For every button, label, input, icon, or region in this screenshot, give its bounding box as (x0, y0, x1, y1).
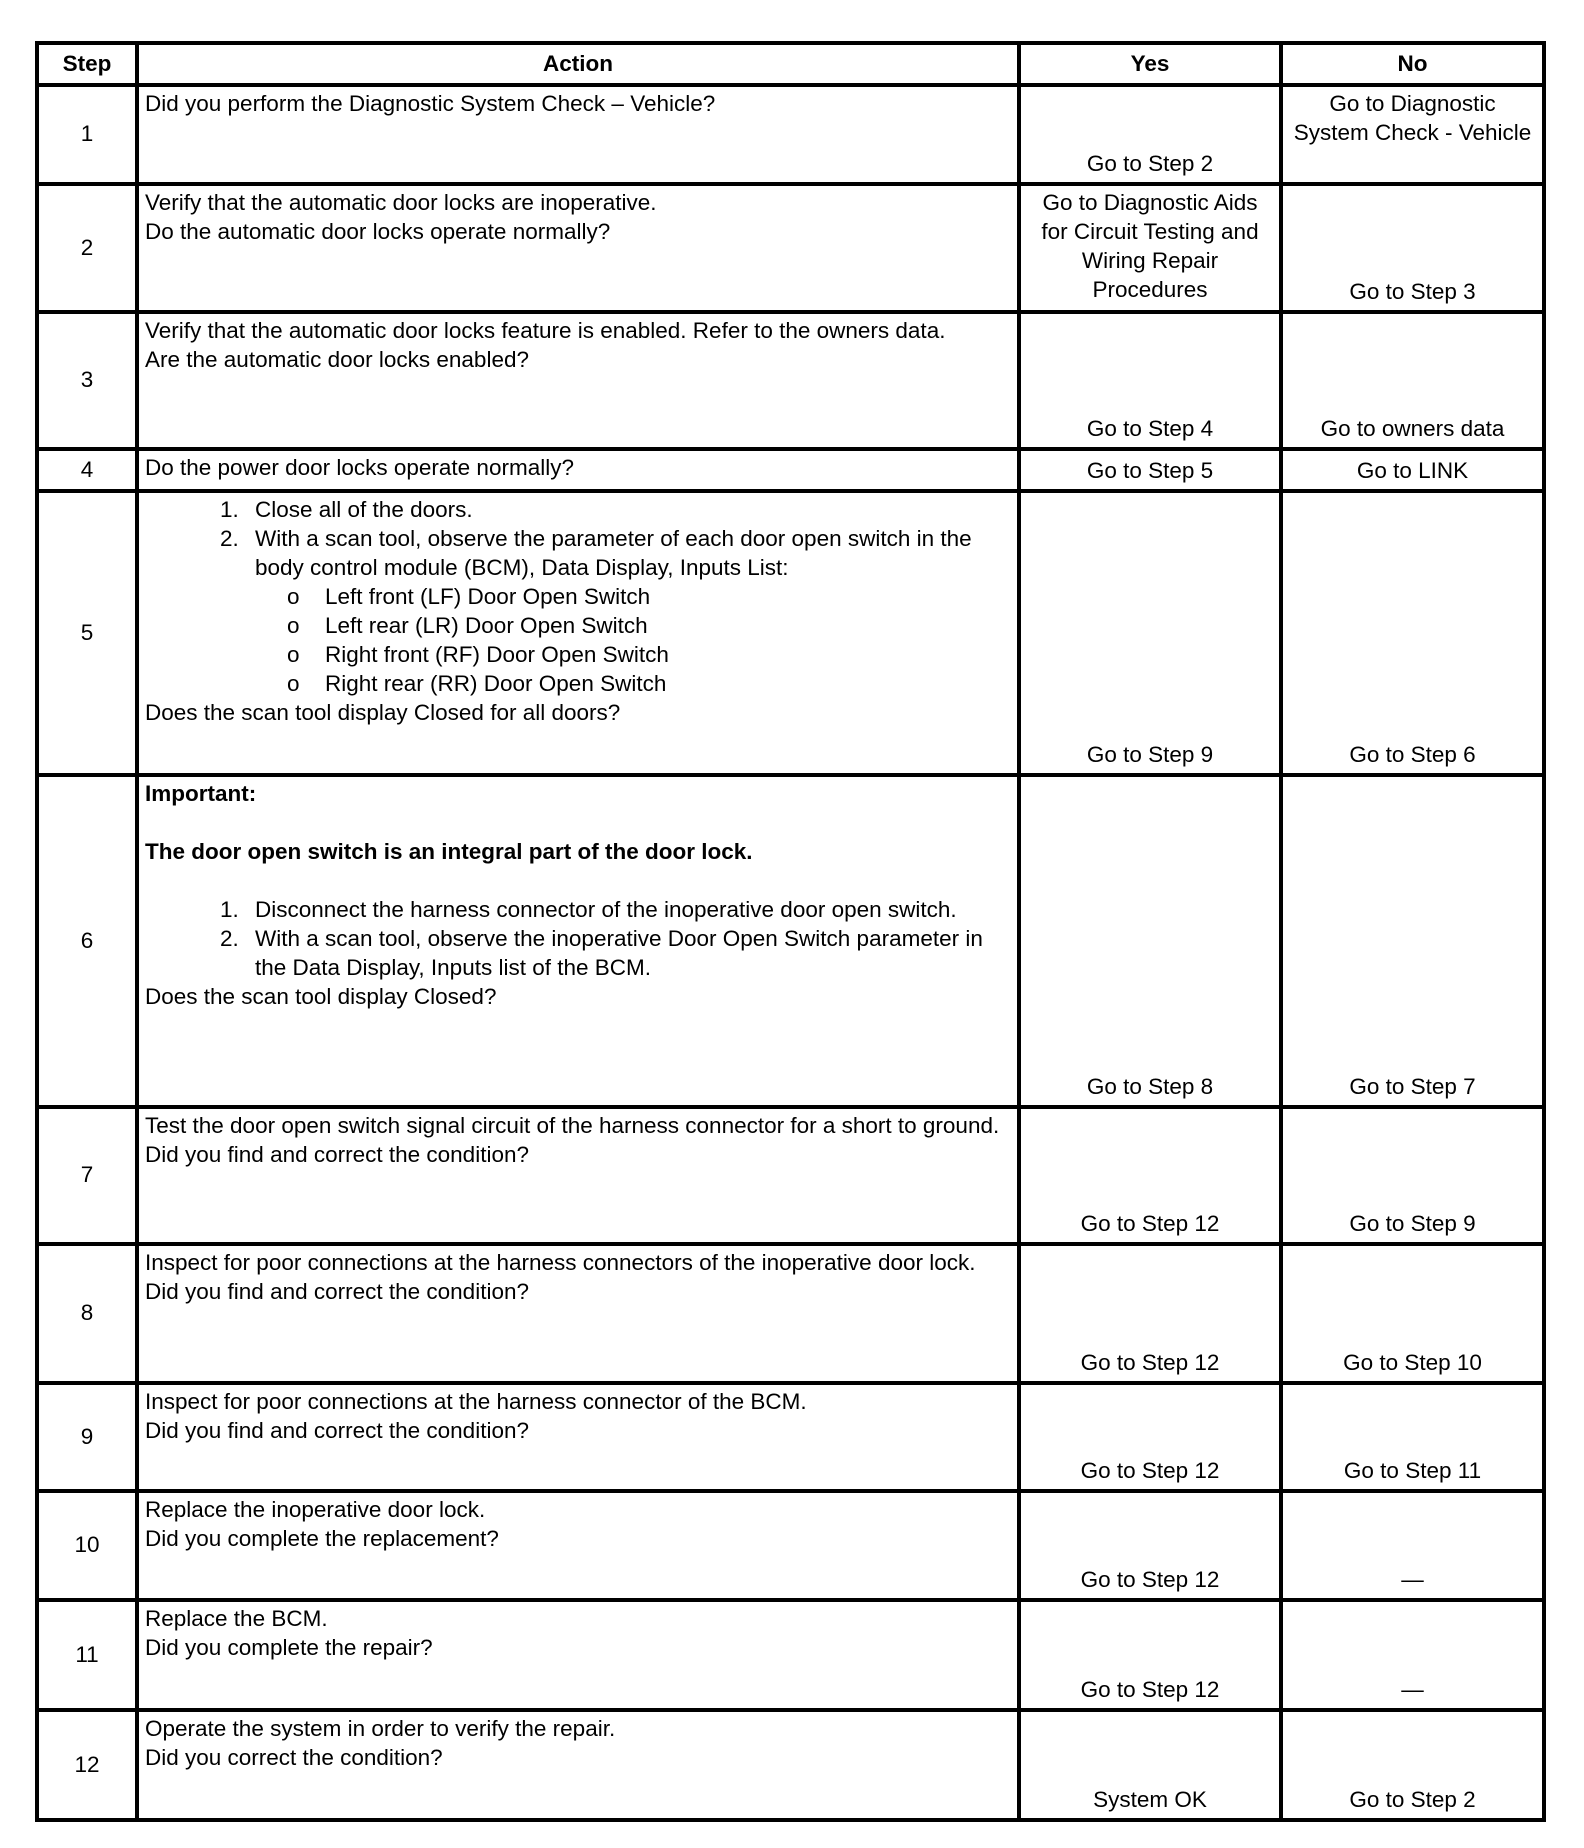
action-cell (137, 1107, 1019, 1244)
action-question: Did you perform the Diagnostic System Check – Vehicle? (145, 91, 716, 116)
yes-result: Go to Step 12 (1019, 1491, 1281, 1600)
action-content (139, 186, 1017, 250)
step-number: 12 (37, 1710, 137, 1820)
action-question: Did you complete the repair? (145, 1635, 433, 1660)
action-instructions (145, 1111, 1011, 1140)
action-cell (137, 775, 1019, 1107)
instruction-text: Test the door open switch signal circuit of the harness connector for a short to ground. (145, 1113, 1000, 1138)
action-content (139, 493, 1017, 731)
header-step: Step (37, 43, 137, 85)
action-question: Does the scan tool display Closed for all doors? (145, 700, 621, 725)
no-result: Go to owners data (1281, 312, 1544, 449)
table-row (37, 184, 1544, 312)
action-instructions (145, 1495, 1011, 1524)
no-result: Go to Step 11 (1281, 1383, 1544, 1491)
step-number: 7 (37, 1107, 137, 1244)
instruction-list (145, 895, 1011, 982)
instruction-text: Inspect for poor connections at the harness connector of the BCM. (145, 1389, 807, 1414)
step-number: 11 (37, 1600, 137, 1710)
important-label: Important: (145, 781, 257, 806)
instruction-text: Operate the system in order to verify the repair. (145, 1716, 616, 1741)
diagnostic-table (35, 41, 1546, 1822)
step-number: 9 (37, 1383, 137, 1491)
step-number: 3 (37, 312, 137, 449)
action-instructions (145, 1387, 1011, 1416)
no-result: Go to Step 6 (1281, 491, 1544, 775)
yes-result: Go to Step 9 (1019, 491, 1281, 775)
instruction-text: Verify that the automatic door locks feature is enabled. Refer to the owners data. (145, 318, 946, 343)
action-question: Did you complete the replacement? (145, 1526, 499, 1551)
table-row (37, 1600, 1544, 1710)
no-result: Go to LINK (1281, 449, 1544, 491)
action-instructions (145, 316, 1011, 345)
action-question: Do the power door locks operate normally? (145, 455, 574, 480)
yes-result: Go to Step 4 (1019, 312, 1281, 449)
action-cell (137, 491, 1019, 775)
action-question: Do the automatic door locks operate normally? (145, 219, 611, 244)
action-question: Does the scan tool display Closed? (145, 984, 497, 1009)
table-row (37, 775, 1544, 1107)
yes-result: Go to Step 12 (1019, 1244, 1281, 1383)
table-row (37, 312, 1544, 449)
table-row (37, 449, 1544, 491)
table-row (37, 1491, 1544, 1600)
table-row (37, 1107, 1544, 1244)
table-row (37, 1710, 1544, 1820)
header-row (37, 43, 1544, 85)
instruction-text: Replace the BCM. (145, 1606, 328, 1631)
no-result: Go to Step 9 (1281, 1107, 1544, 1244)
action-question: Did you find and correct the condition? (145, 1418, 529, 1443)
step-number: 2 (37, 184, 137, 312)
yes-result: System OK (1019, 1710, 1281, 1820)
action-cell (137, 1383, 1019, 1491)
yes-result: Go to Step 2 (1019, 85, 1281, 184)
no-result: — (1281, 1600, 1544, 1710)
action-cell (137, 85, 1019, 184)
instruction-item: 2. With a scan tool, observe the parameter of each door open switch in the body control module (BCM), Data Display, Inputs List: o Left front (LF) Door Open Switch o Left rear (LR) Door Open Switch o Right front (RF) Door Open Switch o Right rear (RR) Door Open Switch (245, 524, 1011, 698)
step-number: 6 (37, 775, 137, 1107)
action-cell (137, 184, 1019, 312)
action-question: Did you find and correct the condition? (145, 1142, 529, 1167)
yes-result: Go to Step 8 (1019, 775, 1281, 1107)
action-content (139, 314, 1017, 378)
step-number: 5 (37, 491, 137, 775)
action-instructions (145, 1248, 1011, 1277)
step-number: 1 (37, 85, 137, 184)
action-instructions (145, 779, 1011, 982)
action-cell (137, 1491, 1019, 1600)
action-content (139, 1109, 1017, 1173)
instruction-text: Verify that the automatic door locks are inoperative. (145, 190, 657, 215)
instruction-item: 2. With a scan tool, observe the inoperative Door Open Switch parameter in the Data Display, Inputs list of the BCM. (245, 924, 1011, 982)
action-content (139, 1246, 1017, 1310)
action-cell (137, 1710, 1019, 1820)
action-content (139, 1385, 1017, 1449)
yes-result: Go to Step 12 (1019, 1107, 1281, 1244)
spacer (145, 808, 1011, 837)
action-content (139, 451, 1017, 486)
switch-item: o Right rear (RR) Door Open Switch (315, 669, 1011, 698)
action-content (139, 1493, 1017, 1557)
table-row (37, 1383, 1544, 1491)
no-result: Go to Step 2 (1281, 1710, 1544, 1820)
step-number: 8 (37, 1244, 137, 1383)
header-no: No (1281, 43, 1544, 85)
instruction-text: Inspect for poor connections at the harness connectors of the inoperative door lock. (145, 1250, 976, 1275)
no-result: Go to Step 7 (1281, 775, 1544, 1107)
switch-item: o Left rear (LR) Door Open Switch (315, 611, 1011, 640)
table-row (37, 1244, 1544, 1383)
action-instructions (145, 188, 1011, 217)
action-content (139, 777, 1017, 1015)
action-cell (137, 449, 1019, 491)
instruction-item: 1. Close all of the doors. (245, 495, 1011, 524)
action-instructions (145, 1604, 1011, 1633)
action-instructions (145, 495, 1011, 698)
no-result: Go to Step 10 (1281, 1244, 1544, 1383)
action-content (139, 1712, 1017, 1776)
instruction-item: 1. Disconnect the harness connector of the inoperative door open switch. (245, 895, 1011, 924)
no-result: Go to Step 3 (1281, 184, 1544, 312)
switch-list (255, 582, 1011, 698)
yes-result: Go to Step 12 (1019, 1383, 1281, 1491)
yes-result: Go to Step 12 (1019, 1600, 1281, 1710)
step-number: 10 (37, 1491, 137, 1600)
switch-item: o Left front (LF) Door Open Switch (315, 582, 1011, 611)
action-cell (137, 1244, 1019, 1383)
action-cell (137, 1600, 1019, 1710)
header-action: Action (137, 43, 1019, 85)
table-row (37, 491, 1544, 775)
important-text: The door open switch is an integral part of the door lock. (145, 839, 753, 864)
header-yes: Yes (1019, 43, 1281, 85)
action-instructions (145, 1714, 1011, 1743)
table-row (37, 85, 1544, 184)
yes-result: Go to Step 5 (1019, 449, 1281, 491)
instruction-text: Replace the inoperative door lock. (145, 1497, 486, 1522)
action-question: Did you find and correct the condition? (145, 1279, 529, 1304)
action-content (139, 1602, 1017, 1666)
action-content (139, 87, 1017, 122)
switch-item: o Right front (RF) Door Open Switch (315, 640, 1011, 669)
action-question: Are the automatic door locks enabled? (145, 347, 529, 372)
step-number: 4 (37, 449, 137, 491)
no-result: — (1281, 1491, 1544, 1600)
action-cell (137, 312, 1019, 449)
no-result: Go to Diagnostic System Check - Vehicle (1281, 85, 1544, 184)
action-question: Did you correct the condition? (145, 1745, 443, 1770)
yes-result: Go to Diagnostic Aids for Circuit Testing and Wiring Repair Procedures (1019, 184, 1281, 312)
instruction-list (145, 495, 1011, 698)
spacer (145, 866, 1011, 895)
